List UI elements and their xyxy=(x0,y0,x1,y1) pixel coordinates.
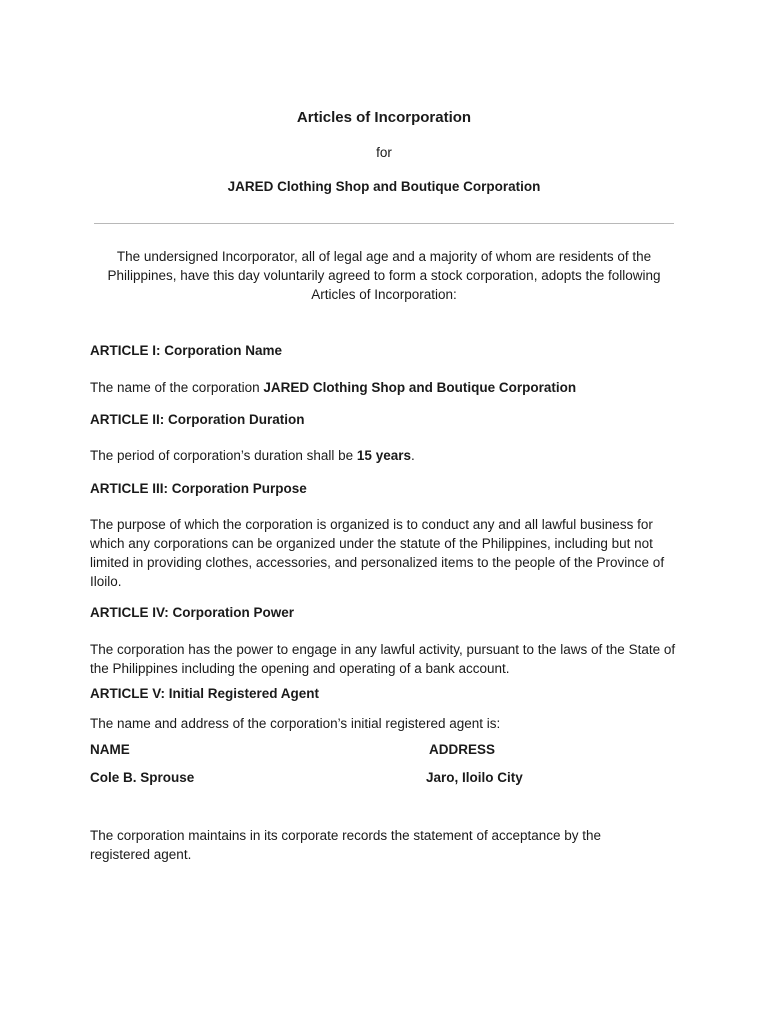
article-4-heading: ARTICLE IV: Corporation Power xyxy=(90,605,295,620)
closing-paragraph: The corporation maintains in its corporate records the statement of acceptance by the registered agent. xyxy=(90,828,602,862)
article-2-heading: ARTICLE II: Corporation Duration xyxy=(90,412,305,427)
agent-address-value: Jaro, Iloilo City xyxy=(426,770,523,785)
article-2-duration: 15 years xyxy=(356,448,411,463)
divider-line xyxy=(94,223,674,224)
article-3-text: The purpose of which the corporation is organized is to conduct any and all lawful business for which any corporations can be organized under the statute of the Philippines, including but not limited in providing clothes, accessories, and personalized items to the people of the Province of Iloilo. xyxy=(90,517,665,589)
article-1-heading: ARTICLE I: Corporation Name xyxy=(90,343,283,358)
article-3-heading: ARTICLE III: Corporation Purpose xyxy=(90,481,307,496)
article-1-text xyxy=(90,378,682,397)
for-text: for xyxy=(376,145,392,160)
agent-name-value: Cole B. Sprouse xyxy=(90,770,195,785)
agent-name-header: NAME xyxy=(90,742,130,757)
article-5-heading: ARTICLE V: Initial Registered Agent xyxy=(90,686,320,701)
document-title: Articles of Incorporation xyxy=(296,109,472,126)
intro-paragraph: The undersigned Incorporator, all of legal age and a majority of whom are residents of the Philippines, have this day voluntarily agreed to form a stock corporation, adopts the following Articles of Incorporation: xyxy=(107,249,661,302)
article-2-text xyxy=(90,446,682,465)
article-2-text-prefix: The period of corporation’s duration shall be xyxy=(90,448,357,463)
agent-address-header: ADDRESS xyxy=(429,742,496,757)
article-1-text-prefix: The name of the corporation xyxy=(90,380,264,395)
article-5-text: The name and address of the corporation’s initial registered agent is: xyxy=(90,716,501,731)
article-1-company-name: JARED Clothing Shop and Boutique Corporation xyxy=(263,380,577,395)
article-2-text-suffix: . xyxy=(410,448,415,463)
company-name-title: JARED Clothing Shop and Boutique Corporation xyxy=(227,179,541,194)
article-4-text: The corporation has the power to engage in any lawful activity, pursuant to the laws of the State of the Philippines including the opening and operating of a bank account. xyxy=(90,642,676,676)
